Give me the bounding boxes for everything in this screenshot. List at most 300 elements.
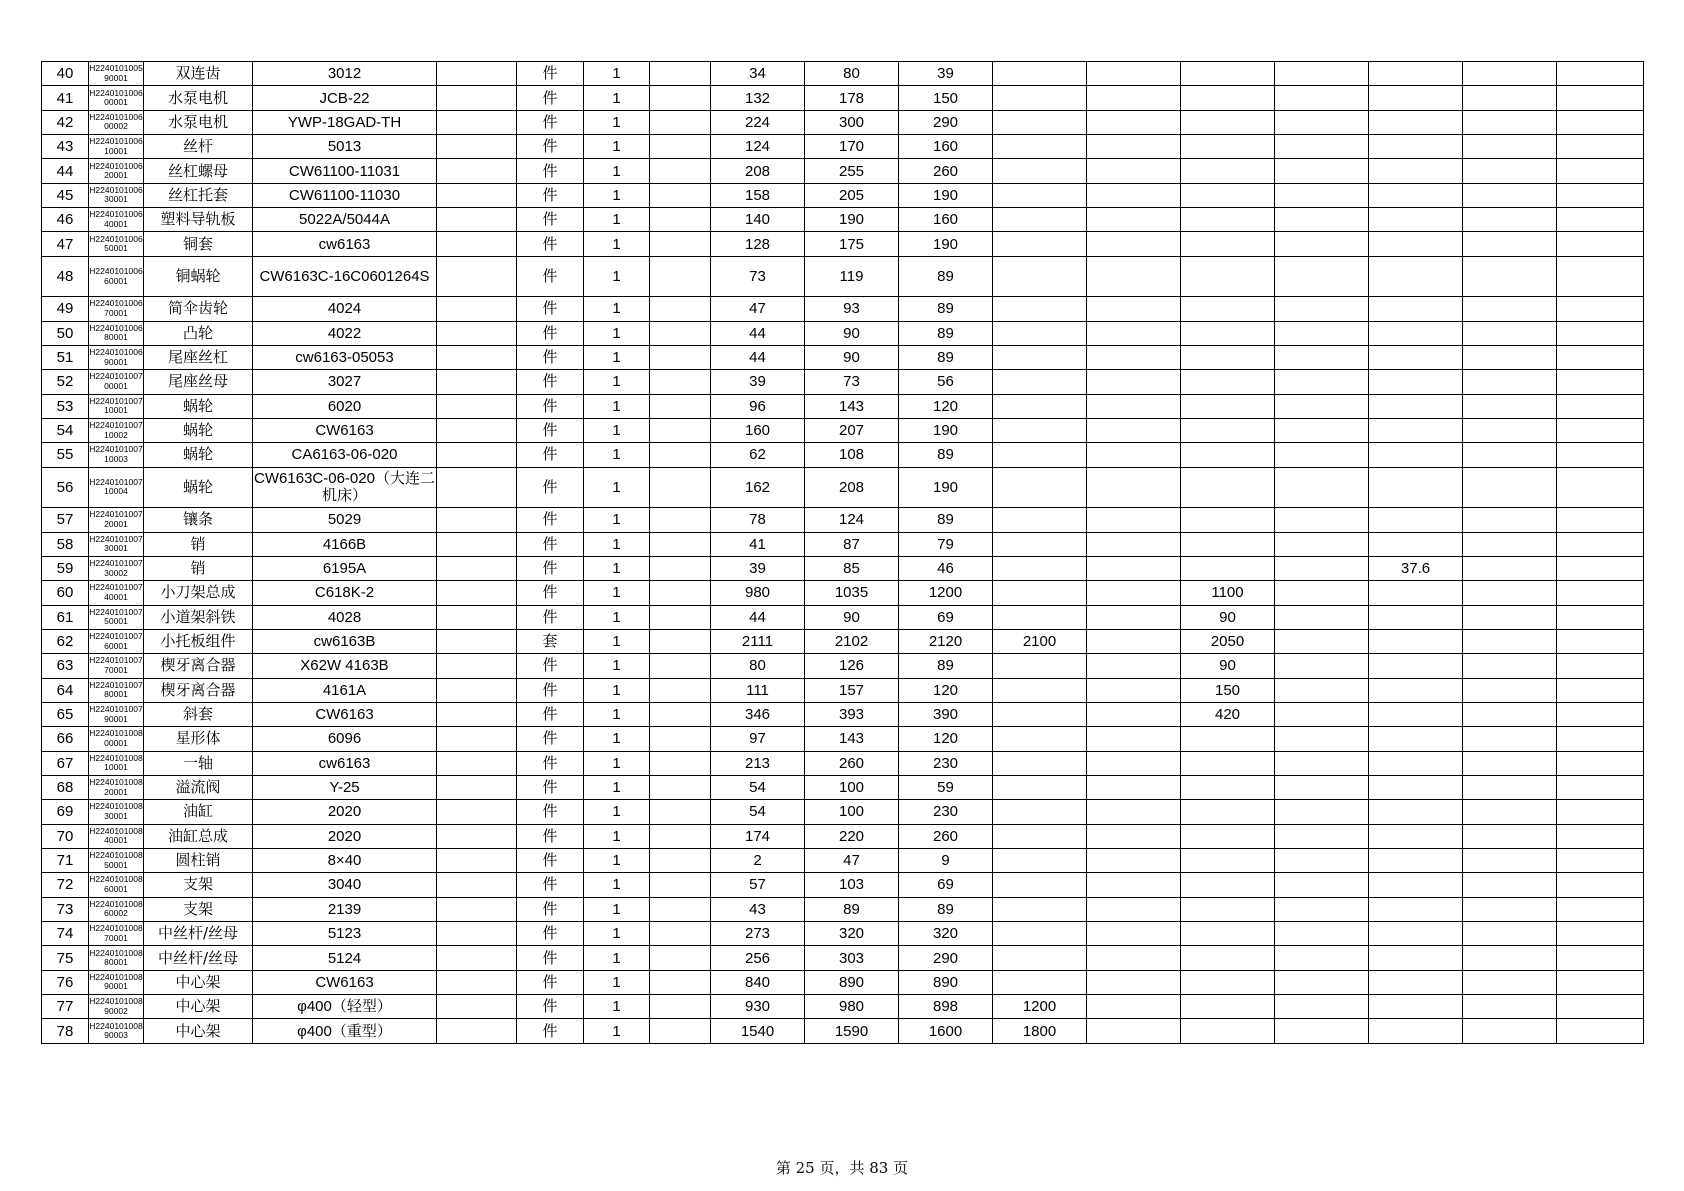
table-row	[42, 321, 1644, 345]
cell-price-8	[1369, 800, 1463, 824]
cell-model-spec: 4022	[253, 321, 437, 345]
cell-price-10	[1557, 208, 1644, 232]
table-row	[42, 922, 1644, 946]
cell-blank-col	[650, 208, 711, 232]
cell-price-8	[1369, 1019, 1463, 1043]
cell-unit: 件	[517, 775, 584, 799]
cell-price-8	[1369, 727, 1463, 751]
cell-quantity: 1	[584, 629, 650, 653]
cell-price-9	[1463, 508, 1557, 532]
cell-unit: 件	[517, 467, 584, 508]
cell-price-5	[1087, 946, 1181, 970]
cell-blank-col	[437, 256, 517, 297]
table-row	[42, 946, 1644, 970]
cell-price-3: 260	[899, 824, 993, 848]
cell-item-code: H224010100710003	[89, 443, 144, 467]
cell-price-10	[1557, 159, 1644, 183]
cell-item-code: H224010100810001	[89, 751, 144, 775]
cell-row-index: 43	[42, 135, 89, 159]
cell-blank-col	[650, 629, 711, 653]
cell-price-1: 44	[711, 321, 805, 345]
cell-price-2: 143	[805, 394, 899, 418]
cell-price-9	[1463, 629, 1557, 653]
cell-price-2: 87	[805, 532, 899, 556]
cell-price-8	[1369, 110, 1463, 134]
cell-unit: 件	[517, 995, 584, 1019]
cell-item-name: 楔牙离合器	[144, 654, 253, 678]
cell-item-name: 丝杠托套	[144, 183, 253, 207]
cell-price-4	[993, 345, 1087, 369]
cell-unit: 件	[517, 897, 584, 921]
cell-price-1: 2111	[711, 629, 805, 653]
cell-price-1: 73	[711, 256, 805, 297]
cell-row-index: 69	[42, 800, 89, 824]
cell-price-8	[1369, 654, 1463, 678]
cell-blank-col	[650, 678, 711, 702]
cell-blank-col	[650, 394, 711, 418]
cell-price-10	[1557, 232, 1644, 256]
cell-price-10	[1557, 345, 1644, 369]
cell-model-spec: CW6163	[253, 970, 437, 994]
cell-price-6	[1181, 208, 1275, 232]
cell-blank-col	[437, 556, 517, 580]
cell-item-code: H224010100600001	[89, 86, 144, 110]
cell-unit: 件	[517, 508, 584, 532]
cell-price-2: 124	[805, 508, 899, 532]
cell-price-9	[1463, 297, 1557, 321]
cell-price-1: 54	[711, 775, 805, 799]
cell-item-name: 尾座丝母	[144, 370, 253, 394]
cell-price-8	[1369, 345, 1463, 369]
cell-price-3: 160	[899, 135, 993, 159]
cell-price-4	[993, 751, 1087, 775]
cell-model-spec: 3012	[253, 62, 437, 86]
cell-price-5	[1087, 321, 1181, 345]
cell-model-spec: CA6163-06-020	[253, 443, 437, 467]
cell-price-9	[1463, 702, 1557, 726]
cell-price-3: 190	[899, 418, 993, 442]
cell-price-10	[1557, 183, 1644, 207]
cell-price-5	[1087, 556, 1181, 580]
cell-quantity: 1	[584, 702, 650, 726]
cell-blank-col	[650, 508, 711, 532]
cell-price-4	[993, 297, 1087, 321]
cell-quantity: 1	[584, 532, 650, 556]
cell-row-index: 70	[42, 824, 89, 848]
cell-price-7	[1275, 508, 1369, 532]
cell-price-8	[1369, 970, 1463, 994]
table-row	[42, 135, 1644, 159]
cell-price-2: 320	[805, 922, 899, 946]
cell-price-2: 100	[805, 775, 899, 799]
cell-unit: 件	[517, 370, 584, 394]
cell-price-4	[993, 605, 1087, 629]
cell-price-4	[993, 394, 1087, 418]
cell-unit: 件	[517, 751, 584, 775]
cell-price-5	[1087, 751, 1181, 775]
cell-price-6	[1181, 970, 1275, 994]
cell-blank-col	[437, 86, 517, 110]
cell-price-9	[1463, 848, 1557, 872]
cell-unit: 件	[517, 532, 584, 556]
cell-price-1: 39	[711, 370, 805, 394]
cell-price-8	[1369, 256, 1463, 297]
cell-item-code: H224010100730001	[89, 532, 144, 556]
cell-price-9	[1463, 532, 1557, 556]
cell-price-10	[1557, 394, 1644, 418]
cell-row-index: 57	[42, 508, 89, 532]
cell-row-index: 78	[42, 1019, 89, 1043]
cell-price-5	[1087, 394, 1181, 418]
cell-price-4	[993, 183, 1087, 207]
cell-price-8	[1369, 297, 1463, 321]
cell-item-name: 一轴	[144, 751, 253, 775]
cell-price-8	[1369, 370, 1463, 394]
cell-blank-col	[650, 256, 711, 297]
cell-quantity: 1	[584, 1019, 650, 1043]
cell-price-6	[1181, 418, 1275, 442]
cell-blank-col	[650, 418, 711, 442]
cell-price-7	[1275, 256, 1369, 297]
cell-price-10	[1557, 678, 1644, 702]
cell-unit: 件	[517, 394, 584, 418]
cell-price-9	[1463, 1019, 1557, 1043]
cell-blank-col	[650, 62, 711, 86]
cell-item-code: H224010100740001	[89, 581, 144, 605]
cell-blank-col	[650, 297, 711, 321]
cell-price-7	[1275, 183, 1369, 207]
cell-price-6	[1181, 110, 1275, 134]
cell-price-10	[1557, 581, 1644, 605]
cell-price-10	[1557, 727, 1644, 751]
cell-price-8	[1369, 183, 1463, 207]
cell-price-2: 220	[805, 824, 899, 848]
cell-quantity: 1	[584, 345, 650, 369]
cell-price-6: 2050	[1181, 629, 1275, 653]
cell-price-4	[993, 946, 1087, 970]
cell-model-spec: φ400（重型）	[253, 1019, 437, 1043]
cell-item-name: 中丝杆/丝母	[144, 946, 253, 970]
cell-blank-col	[650, 1019, 711, 1043]
cell-price-1: 41	[711, 532, 805, 556]
cell-unit: 件	[517, 824, 584, 848]
cell-price-5	[1087, 702, 1181, 726]
cell-quantity: 1	[584, 751, 650, 775]
cell-price-10	[1557, 556, 1644, 580]
cell-price-10	[1557, 873, 1644, 897]
cell-price-4	[993, 848, 1087, 872]
cell-item-name: 水泵电机	[144, 86, 253, 110]
cell-price-1: 208	[711, 159, 805, 183]
parts-price-table	[41, 61, 1644, 1044]
cell-price-8	[1369, 135, 1463, 159]
cell-item-code: H224010100780001	[89, 678, 144, 702]
cell-price-3: 89	[899, 897, 993, 921]
cell-price-3: 190	[899, 183, 993, 207]
cell-price-4	[993, 321, 1087, 345]
cell-price-8	[1369, 159, 1463, 183]
cell-quantity: 1	[584, 183, 650, 207]
cell-item-code: H224010100610001	[89, 135, 144, 159]
table-row	[42, 256, 1644, 297]
cell-price-7	[1275, 86, 1369, 110]
cell-quantity: 1	[584, 467, 650, 508]
cell-price-5	[1087, 897, 1181, 921]
cell-quantity: 1	[584, 775, 650, 799]
cell-price-10	[1557, 629, 1644, 653]
cell-price-3: 89	[899, 321, 993, 345]
cell-blank-col	[650, 848, 711, 872]
cell-blank-col	[437, 824, 517, 848]
cell-item-code: H224010100870001	[89, 922, 144, 946]
cell-price-6	[1181, 62, 1275, 86]
cell-row-index: 41	[42, 86, 89, 110]
cell-item-code: H224010100700001	[89, 370, 144, 394]
cell-quantity: 1	[584, 946, 650, 970]
cell-row-index: 71	[42, 848, 89, 872]
cell-price-6	[1181, 86, 1275, 110]
cell-unit: 件	[517, 873, 584, 897]
table-row	[42, 824, 1644, 848]
cell-price-2: 980	[805, 995, 899, 1019]
cell-price-10	[1557, 297, 1644, 321]
cell-price-9	[1463, 394, 1557, 418]
cell-price-2: 89	[805, 897, 899, 921]
cell-item-code: H224010100770001	[89, 654, 144, 678]
cell-price-8	[1369, 629, 1463, 653]
cell-price-3: 89	[899, 508, 993, 532]
cell-item-code: H224010100620001	[89, 159, 144, 183]
cell-item-code: H224010100800001	[89, 727, 144, 751]
cell-item-name: 销	[144, 556, 253, 580]
cell-price-1: 174	[711, 824, 805, 848]
cell-price-5	[1087, 345, 1181, 369]
cell-price-3: 150	[899, 86, 993, 110]
cell-price-3: 89	[899, 297, 993, 321]
cell-blank-col	[650, 135, 711, 159]
table-row	[42, 995, 1644, 1019]
table-row	[42, 532, 1644, 556]
cell-price-5	[1087, 135, 1181, 159]
cell-price-10	[1557, 418, 1644, 442]
cell-price-6	[1181, 232, 1275, 256]
cell-price-7	[1275, 970, 1369, 994]
cell-blank-col	[650, 86, 711, 110]
cell-row-index: 49	[42, 297, 89, 321]
cell-blank-col	[650, 467, 711, 508]
cell-row-index: 53	[42, 394, 89, 418]
cell-item-code: H224010100840001	[89, 824, 144, 848]
cell-price-6	[1181, 556, 1275, 580]
cell-price-2: 255	[805, 159, 899, 183]
cell-unit: 件	[517, 135, 584, 159]
cell-price-7	[1275, 110, 1369, 134]
cell-unit: 件	[517, 946, 584, 970]
cell-price-1: 158	[711, 183, 805, 207]
cell-price-5	[1087, 256, 1181, 297]
cell-blank-col	[437, 345, 517, 369]
cell-quantity: 1	[584, 922, 650, 946]
cell-price-6	[1181, 946, 1275, 970]
cell-price-8	[1369, 897, 1463, 921]
cell-price-3: 46	[899, 556, 993, 580]
cell-blank-col	[437, 208, 517, 232]
cell-unit: 件	[517, 62, 584, 86]
cell-unit: 件	[517, 232, 584, 256]
cell-item-name: 双连齿	[144, 62, 253, 86]
cell-price-2: 157	[805, 678, 899, 702]
table-row	[42, 370, 1644, 394]
cell-model-spec: cw6163	[253, 751, 437, 775]
cell-model-spec: 5013	[253, 135, 437, 159]
cell-model-spec: 6096	[253, 727, 437, 751]
cell-price-1: 80	[711, 654, 805, 678]
cell-price-3: 39	[899, 62, 993, 86]
cell-price-8	[1369, 995, 1463, 1019]
cell-price-1: 57	[711, 873, 805, 897]
cell-price-5	[1087, 873, 1181, 897]
cell-price-4	[993, 922, 1087, 946]
cell-row-index: 56	[42, 467, 89, 508]
cell-row-index: 45	[42, 183, 89, 207]
cell-price-6: 420	[1181, 702, 1275, 726]
cell-blank-col	[437, 183, 517, 207]
cell-row-index: 55	[42, 443, 89, 467]
cell-unit: 件	[517, 256, 584, 297]
cell-price-4	[993, 702, 1087, 726]
table-row	[42, 394, 1644, 418]
cell-price-1: 132	[711, 86, 805, 110]
cell-blank-col	[650, 702, 711, 726]
cell-price-3: 190	[899, 232, 993, 256]
cell-price-2: 80	[805, 62, 899, 86]
cell-price-8	[1369, 86, 1463, 110]
cell-price-1: 256	[711, 946, 805, 970]
cell-price-2: 2102	[805, 629, 899, 653]
cell-price-9	[1463, 995, 1557, 1019]
cell-item-name: 镶条	[144, 508, 253, 532]
cell-quantity: 1	[584, 848, 650, 872]
cell-blank-col	[650, 532, 711, 556]
cell-price-5	[1087, 62, 1181, 86]
cell-price-1: 124	[711, 135, 805, 159]
cell-blank-col	[650, 873, 711, 897]
page-footer: 第 25 页，共 83 页	[775, 1159, 909, 1177]
cell-model-spec: 3040	[253, 873, 437, 897]
cell-price-3: 890	[899, 970, 993, 994]
cell-quantity: 1	[584, 135, 650, 159]
cell-blank-col	[650, 922, 711, 946]
cell-item-code: H224010100630001	[89, 183, 144, 207]
cell-row-index: 61	[42, 605, 89, 629]
cell-row-index: 47	[42, 232, 89, 256]
cell-blank-col	[437, 508, 517, 532]
cell-item-name: 中丝杆/丝母	[144, 922, 253, 946]
cell-item-code: H224010100890003	[89, 1019, 144, 1043]
cell-unit: 件	[517, 922, 584, 946]
cell-price-5	[1087, 110, 1181, 134]
cell-price-9	[1463, 873, 1557, 897]
cell-price-3: 2120	[899, 629, 993, 653]
cell-price-10	[1557, 110, 1644, 134]
cell-item-name: 蜗轮	[144, 467, 253, 508]
cell-item-name: 塑料导轨板	[144, 208, 253, 232]
cell-blank-col	[650, 556, 711, 580]
cell-price-5	[1087, 629, 1181, 653]
cell-unit: 件	[517, 418, 584, 442]
cell-price-5	[1087, 775, 1181, 799]
cell-price-9	[1463, 946, 1557, 970]
cell-item-code: H224010100890002	[89, 995, 144, 1019]
cell-price-6: 90	[1181, 605, 1275, 629]
cell-price-3: 59	[899, 775, 993, 799]
cell-model-spec: CW6163C-16C0601264S	[253, 256, 437, 297]
cell-blank-col	[437, 995, 517, 1019]
cell-price-3: 89	[899, 345, 993, 369]
cell-model-spec: 4166B	[253, 532, 437, 556]
cell-price-5	[1087, 86, 1181, 110]
cell-item-name: 星形体	[144, 727, 253, 751]
cell-price-8	[1369, 62, 1463, 86]
cell-price-4	[993, 897, 1087, 921]
table-row	[42, 297, 1644, 321]
cell-quantity: 1	[584, 727, 650, 751]
cell-model-spec: cw6163-05053	[253, 345, 437, 369]
cell-price-4	[993, 727, 1087, 751]
cell-blank-col	[650, 775, 711, 799]
cell-item-name: 小托板组件	[144, 629, 253, 653]
cell-price-2: 1035	[805, 581, 899, 605]
cell-price-6	[1181, 751, 1275, 775]
table-row	[42, 467, 1644, 508]
cell-price-8	[1369, 208, 1463, 232]
cell-blank-col	[650, 581, 711, 605]
cell-blank-col	[650, 654, 711, 678]
cell-unit: 件	[517, 110, 584, 134]
cell-price-3: 69	[899, 873, 993, 897]
cell-price-5	[1087, 800, 1181, 824]
cell-price-3: 1200	[899, 581, 993, 605]
cell-unit: 件	[517, 443, 584, 467]
cell-price-8	[1369, 232, 1463, 256]
cell-unit: 件	[517, 345, 584, 369]
cell-blank-col	[650, 946, 711, 970]
cell-price-5	[1087, 848, 1181, 872]
cell-row-index: 59	[42, 556, 89, 580]
cell-price-3: 120	[899, 394, 993, 418]
cell-price-6: 1100	[1181, 581, 1275, 605]
cell-item-code: H224010100710004	[89, 467, 144, 508]
cell-price-2: 108	[805, 443, 899, 467]
cell-item-code: H224010100690001	[89, 345, 144, 369]
cell-item-name: 油缸总成	[144, 824, 253, 848]
cell-quantity: 1	[584, 110, 650, 134]
cell-price-1: 162	[711, 467, 805, 508]
cell-price-7	[1275, 418, 1369, 442]
cell-price-3: 260	[899, 159, 993, 183]
cell-quantity: 1	[584, 232, 650, 256]
cell-model-spec: C618K-2	[253, 581, 437, 605]
cell-price-8	[1369, 824, 1463, 848]
cell-item-name: 斜套	[144, 702, 253, 726]
cell-price-3: 89	[899, 256, 993, 297]
cell-price-5	[1087, 208, 1181, 232]
cell-row-index: 64	[42, 678, 89, 702]
cell-row-index: 75	[42, 946, 89, 970]
cell-model-spec: 6020	[253, 394, 437, 418]
cell-blank-col	[437, 605, 517, 629]
cell-price-2: 393	[805, 702, 899, 726]
